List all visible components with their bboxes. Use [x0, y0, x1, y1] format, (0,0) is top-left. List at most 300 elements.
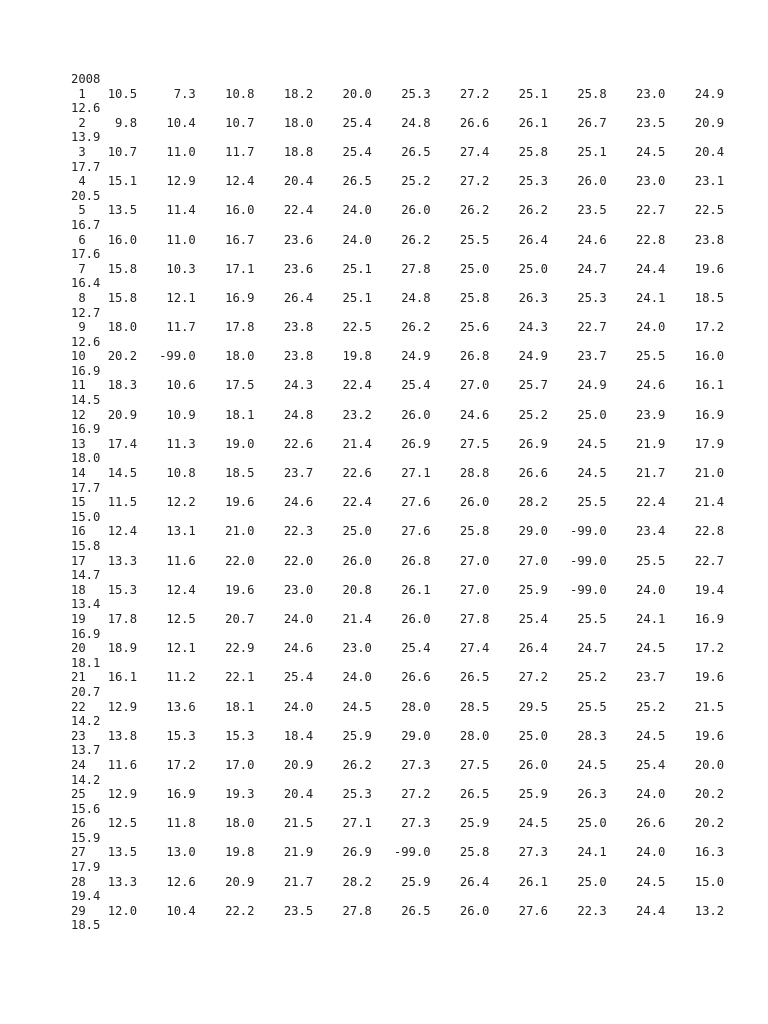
value-cell: 16.9	[665, 407, 725, 422]
value-cell: 25.7	[489, 378, 548, 393]
value-cell: 25.2	[371, 174, 431, 189]
value-cell: 16.9	[665, 611, 725, 626]
value-cell: 18.1	[195, 699, 255, 714]
value-cell: 23.0	[254, 582, 314, 597]
value-cell: 21.9	[254, 845, 314, 860]
value-cell: -99.0	[371, 845, 431, 860]
value-cell: 22.0	[195, 553, 255, 568]
value-cell: 23.1	[665, 174, 725, 189]
value-cell: 27.3	[489, 845, 548, 860]
value-cell: 18.0	[254, 115, 314, 130]
value-cell: 23.5	[606, 115, 666, 130]
value-cell: 25.0	[313, 524, 372, 539]
table-row	[71, 700, 731, 715]
value-cell: 12.2	[137, 495, 196, 510]
value-cell: 23.7	[547, 349, 607, 364]
value-cell: 21.7	[254, 874, 314, 889]
value-cell: 16.1	[85, 670, 138, 685]
wrapped-value: 17.6	[71, 247, 101, 262]
value-cell: 24.4	[606, 903, 666, 918]
day-number: 26	[71, 816, 86, 831]
value-cell: 21.9	[606, 436, 666, 451]
value-cell: 26.5	[371, 903, 431, 918]
wrapped-value: 13.7	[71, 743, 101, 758]
value-cell: 18.0	[195, 349, 255, 364]
value-cell: 23.4	[606, 524, 666, 539]
wrapped-value: 16.9	[71, 363, 101, 378]
value-cell: 26.6	[430, 115, 490, 130]
value-cell: 15.3	[85, 582, 138, 597]
wrapped-value: 16.7	[71, 217, 101, 232]
value-cell: 19.6	[665, 261, 725, 276]
value-cell: 25.3	[547, 290, 607, 305]
wrapped-value: 18.0	[71, 451, 101, 466]
value-cell: 28.0	[430, 728, 490, 743]
value-cell: 16.9	[137, 787, 196, 802]
day-number: 20	[71, 641, 86, 656]
value-cell: 22.5	[313, 320, 372, 335]
value-cell: 26.5	[430, 670, 490, 685]
value-cell: 28.8	[430, 466, 490, 481]
value-cell: 16.0	[85, 232, 138, 247]
value-cell: 23.8	[254, 320, 314, 335]
table-row	[71, 758, 731, 773]
table-row	[71, 203, 731, 218]
value-cell: 25.2	[547, 670, 607, 685]
value-cell: 27.8	[371, 261, 431, 276]
value-cell: 27.3	[371, 816, 431, 831]
value-cell: 24.5	[606, 728, 666, 743]
value-cell: 11.8	[137, 816, 196, 831]
value-cell: 10.6	[137, 378, 196, 393]
value-cell: 10.4	[137, 903, 196, 918]
value-cell: 24.5	[547, 436, 607, 451]
value-cell: 20.0	[665, 757, 725, 772]
value-cell: 12.6	[137, 874, 196, 889]
value-cell: 25.1	[313, 290, 372, 305]
value-cell: 15.8	[85, 261, 138, 276]
value-cell: 16.0	[195, 203, 255, 218]
value-cell: 26.0	[313, 553, 372, 568]
value-cell: 23.8	[254, 349, 314, 364]
value-cell: 27.8	[430, 611, 490, 626]
value-cell: 25.1	[547, 144, 607, 159]
value-cell: 21.4	[313, 611, 372, 626]
value-cell: 27.6	[371, 495, 431, 510]
value-cell: 26.5	[430, 787, 490, 802]
wrapped-value: 12.7	[71, 305, 101, 320]
value-cell: 19.6	[665, 670, 725, 685]
value-cell: 12.9	[85, 787, 138, 802]
wrapped-value: 18.1	[71, 655, 101, 670]
day-number: 19	[71, 611, 86, 626]
table-row	[71, 437, 731, 452]
wrapped-value: 16.4	[71, 276, 101, 291]
wrapped-value: 18.5	[71, 918, 101, 933]
table-row	[71, 524, 731, 539]
value-cell: 10.9	[137, 407, 196, 422]
value-cell: 23.5	[254, 903, 314, 918]
value-cell: 16.7	[195, 232, 255, 247]
value-cell: 18.5	[665, 290, 725, 305]
value-cell: 11.4	[137, 203, 196, 218]
value-cell: 24.9	[547, 378, 607, 393]
value-cell: 24.7	[547, 261, 607, 276]
value-cell: 24.0	[313, 203, 372, 218]
wrapped-value: 17.7	[71, 159, 101, 174]
value-cell: 23.9	[606, 407, 666, 422]
value-cell: 26.0	[371, 203, 431, 218]
table-row	[71, 116, 731, 131]
wrapped-value: 16.9	[71, 626, 101, 641]
value-cell: 25.8	[489, 144, 548, 159]
wrapped-value: 20.7	[71, 684, 101, 699]
value-cell: 24.0	[606, 320, 666, 335]
value-cell: 26.9	[371, 436, 431, 451]
value-cell: 12.1	[137, 290, 196, 305]
value-cell: 25.6	[430, 320, 490, 335]
value-cell: 22.6	[254, 436, 314, 451]
value-cell: 25.4	[313, 115, 372, 130]
wrapped-value: 16.9	[71, 422, 101, 437]
value-cell: 22.3	[254, 524, 314, 539]
value-cell: 17.8	[85, 611, 138, 626]
value-cell: 19.3	[195, 787, 255, 802]
value-cell: 26.5	[313, 174, 372, 189]
wrapped-value: 17.7	[71, 480, 101, 495]
value-cell: 26.0	[430, 903, 490, 918]
value-cell: 26.3	[547, 787, 607, 802]
value-cell: 25.0	[489, 261, 548, 276]
value-cell: 25.5	[606, 553, 666, 568]
value-cell: 17.5	[195, 378, 255, 393]
value-cell: 25.2	[489, 407, 548, 422]
value-cell: 23.6	[254, 261, 314, 276]
day-number: 5	[71, 203, 86, 218]
value-cell: 26.6	[371, 670, 431, 685]
value-cell: 22.3	[547, 903, 607, 918]
value-cell: 24.5	[313, 699, 372, 714]
table-row	[71, 378, 731, 393]
value-cell: 25.5	[547, 699, 607, 714]
value-cell: 20.2	[665, 816, 725, 831]
table-row	[71, 495, 731, 510]
value-cell: 27.8	[313, 903, 372, 918]
value-cell: 27.0	[489, 553, 548, 568]
value-cell: 26.2	[489, 203, 548, 218]
value-cell: 22.4	[313, 378, 372, 393]
value-cell: 13.8	[85, 728, 138, 743]
value-cell: 24.5	[606, 144, 666, 159]
value-cell: 24.0	[313, 232, 372, 247]
wrapped-value: 13.9	[71, 130, 101, 145]
day-number: 21	[71, 670, 86, 685]
value-cell: 25.1	[313, 261, 372, 276]
value-cell: 25.2	[606, 699, 666, 714]
value-cell: 19.6	[195, 582, 255, 597]
value-cell: 27.0	[430, 582, 490, 597]
value-cell: 13.3	[85, 553, 138, 568]
day-number: 18	[71, 582, 86, 597]
value-cell: 25.4	[371, 641, 431, 656]
wrapped-value: 14.5	[71, 393, 101, 408]
value-cell: 26.2	[313, 757, 372, 772]
value-cell: 11.7	[195, 144, 255, 159]
value-cell: 26.4	[254, 290, 314, 305]
value-cell: 20.4	[254, 787, 314, 802]
wrapped-value: 15.8	[71, 539, 101, 553]
value-cell: 13.0	[137, 845, 196, 860]
value-cell: 14.5	[85, 466, 138, 481]
value-cell: 22.0	[254, 553, 314, 568]
value-cell: 19.8	[195, 845, 255, 860]
wrapped-value: 15.9	[71, 830, 101, 845]
value-cell: 23.0	[606, 86, 666, 101]
day-number: 13	[71, 436, 86, 451]
value-cell: -99.0	[547, 524, 607, 539]
value-cell: 13.5	[85, 845, 138, 860]
value-cell: 25.1	[489, 86, 548, 101]
table-row	[71, 729, 731, 744]
day-number: 16	[71, 524, 86, 539]
value-cell: 25.8	[547, 86, 607, 101]
value-cell: 29.0	[489, 524, 548, 539]
value-cell: 22.1	[195, 670, 255, 685]
value-cell: 17.2	[665, 641, 725, 656]
value-cell: 27.5	[430, 757, 490, 772]
value-cell: 20.2	[85, 349, 138, 364]
value-cell: -99.0	[547, 553, 607, 568]
value-cell: 12.5	[85, 816, 138, 831]
value-cell: 10.8	[195, 86, 255, 101]
value-cell: 24.5	[547, 466, 607, 481]
value-cell: 19.0	[195, 436, 255, 451]
value-cell: 26.8	[371, 553, 431, 568]
value-cell: 24.6	[254, 495, 314, 510]
value-cell: 26.1	[489, 874, 548, 889]
value-cell: 18.3	[85, 378, 138, 393]
value-cell: 11.6	[85, 757, 138, 772]
value-cell: 10.3	[137, 261, 196, 276]
value-cell: 26.2	[430, 203, 490, 218]
value-cell: 20.4	[665, 144, 725, 159]
value-cell: 26.4	[489, 641, 548, 656]
value-cell: 22.4	[254, 203, 314, 218]
value-cell: 22.9	[195, 641, 255, 656]
value-cell: 23.6	[254, 232, 314, 247]
value-cell: 26.7	[547, 115, 607, 130]
value-cell: 15.3	[137, 728, 196, 743]
value-cell: 23.7	[606, 670, 666, 685]
value-cell: 16.1	[665, 378, 725, 393]
day-number: 12	[71, 407, 86, 422]
day-number: 14	[71, 466, 86, 481]
data-listing	[71, 72, 731, 933]
value-cell: 21.7	[606, 466, 666, 481]
value-cell: 24.5	[606, 874, 666, 889]
value-cell: 24.1	[606, 611, 666, 626]
wrapped-value: 14.2	[71, 772, 101, 787]
table-row	[71, 466, 731, 481]
day-number: 1	[71, 86, 86, 101]
value-cell: 24.8	[371, 115, 431, 130]
day-number: 10	[71, 349, 86, 364]
value-cell: 20.4	[254, 174, 314, 189]
value-cell: 18.0	[195, 816, 255, 831]
value-cell: 17.4	[85, 436, 138, 451]
day-number: 6	[71, 232, 86, 247]
value-cell: 24.6	[547, 232, 607, 247]
value-cell: 13.1	[137, 524, 196, 539]
value-cell: 11.0	[137, 144, 196, 159]
value-cell: 27.2	[371, 787, 431, 802]
day-number: 23	[71, 728, 86, 743]
value-cell: 26.9	[313, 845, 372, 860]
wrapped-value: 12.6	[71, 334, 101, 349]
value-cell: 25.0	[489, 728, 548, 743]
value-cell: 24.0	[606, 582, 666, 597]
value-cell: 26.8	[430, 349, 490, 364]
value-cell: 28.3	[547, 728, 607, 743]
value-cell: 22.7	[606, 203, 666, 218]
value-cell: 21.4	[665, 495, 725, 510]
value-cell: 28.2	[313, 874, 372, 889]
value-cell: 26.1	[371, 582, 431, 597]
value-cell: 25.9	[489, 787, 548, 802]
value-cell: 18.0	[85, 320, 138, 335]
value-cell: 20.9	[254, 757, 314, 772]
value-cell: 18.4	[254, 728, 314, 743]
value-cell: 25.3	[313, 787, 372, 802]
table-row	[71, 349, 731, 364]
value-cell: 13.3	[85, 874, 138, 889]
value-cell: 25.3	[371, 86, 431, 101]
value-cell: 25.5	[606, 349, 666, 364]
value-cell: 28.0	[371, 699, 431, 714]
value-cell: 20.9	[195, 874, 255, 889]
table-row	[71, 816, 731, 831]
value-cell: 15.0	[665, 874, 725, 889]
value-cell: 11.6	[137, 553, 196, 568]
wrapped-value: 20.5	[71, 188, 101, 203]
value-cell: 15.3	[195, 728, 255, 743]
wrapped-value: 17.9	[71, 860, 101, 875]
value-cell: 20.9	[85, 407, 138, 422]
table-row	[71, 320, 731, 335]
table-row	[71, 408, 731, 423]
value-cell: 24.1	[547, 845, 607, 860]
value-cell: 11.5	[85, 495, 138, 510]
value-cell: 26.0	[371, 407, 431, 422]
value-cell: 25.9	[489, 582, 548, 597]
wrapped-value: 14.2	[71, 714, 101, 729]
value-cell: 18.8	[254, 144, 314, 159]
table-row	[71, 233, 731, 248]
value-cell: 25.0	[547, 816, 607, 831]
wrapped-value: 15.0	[71, 509, 101, 524]
value-cell: 22.4	[313, 495, 372, 510]
value-cell: 17.2	[137, 757, 196, 772]
value-cell: 12.4	[85, 524, 138, 539]
value-cell: 24.7	[547, 641, 607, 656]
value-cell: 23.5	[547, 203, 607, 218]
value-cell: 24.8	[371, 290, 431, 305]
value-cell: 20.0	[313, 86, 372, 101]
day-number: 3	[71, 144, 86, 159]
value-cell: 23.0	[606, 174, 666, 189]
value-cell: 28.5	[430, 699, 490, 714]
value-cell: 25.9	[371, 874, 431, 889]
value-cell: 26.4	[489, 232, 548, 247]
value-cell: 26.0	[430, 495, 490, 510]
wrapped-value: 14.7	[71, 568, 101, 583]
value-cell: 25.8	[430, 290, 490, 305]
wrapped-value: 19.4	[71, 889, 101, 904]
value-cell: 25.4	[254, 670, 314, 685]
day-number: 22	[71, 699, 86, 714]
value-cell: 26.2	[371, 232, 431, 247]
value-cell: 25.5	[547, 611, 607, 626]
value-cell: 16.0	[665, 349, 725, 364]
value-cell: 29.0	[371, 728, 431, 743]
value-cell: 24.5	[547, 757, 607, 772]
table-row	[71, 291, 731, 306]
value-cell: 25.8	[430, 845, 490, 860]
value-cell: 24.0	[254, 611, 314, 626]
value-cell: 27.6	[489, 903, 548, 918]
value-cell: 24.3	[254, 378, 314, 393]
value-cell: 24.0	[313, 670, 372, 685]
value-cell: 16.9	[195, 290, 255, 305]
day-number: 4	[71, 174, 86, 189]
value-cell: 19.6	[195, 495, 255, 510]
value-cell: 12.4	[137, 582, 196, 597]
value-cell: 27.0	[430, 378, 490, 393]
year-heading: 2008	[71, 72, 101, 86]
value-cell: 24.9	[665, 86, 725, 101]
value-cell: 17.1	[195, 261, 255, 276]
table-row	[71, 670, 731, 685]
table-row	[71, 787, 731, 802]
value-cell: 24.0	[606, 787, 666, 802]
table-row	[71, 583, 731, 598]
value-cell: 20.7	[195, 611, 255, 626]
value-cell: 21.0	[195, 524, 255, 539]
day-number: 29	[71, 903, 86, 918]
value-cell: 19.4	[665, 582, 725, 597]
value-cell: 24.6	[606, 378, 666, 393]
value-cell: 26.3	[489, 290, 548, 305]
value-cell: 23.8	[665, 232, 725, 247]
value-cell: 16.3	[665, 845, 725, 860]
value-cell: 26.9	[489, 436, 548, 451]
value-cell: 19.8	[313, 349, 372, 364]
value-cell: 18.9	[85, 641, 138, 656]
value-cell: 17.0	[195, 757, 255, 772]
value-cell: 26.6	[606, 816, 666, 831]
day-number: 27	[71, 845, 86, 860]
value-cell: 21.5	[254, 816, 314, 831]
value-cell: 22.8	[606, 232, 666, 247]
value-cell: 27.4	[430, 641, 490, 656]
value-cell: 15.8	[85, 290, 138, 305]
value-cell: 26.2	[371, 320, 431, 335]
day-number: 25	[71, 787, 86, 802]
value-cell: 12.4	[195, 174, 255, 189]
value-cell: 21.0	[665, 466, 725, 481]
day-number: 28	[71, 874, 86, 889]
value-cell: 26.0	[547, 174, 607, 189]
